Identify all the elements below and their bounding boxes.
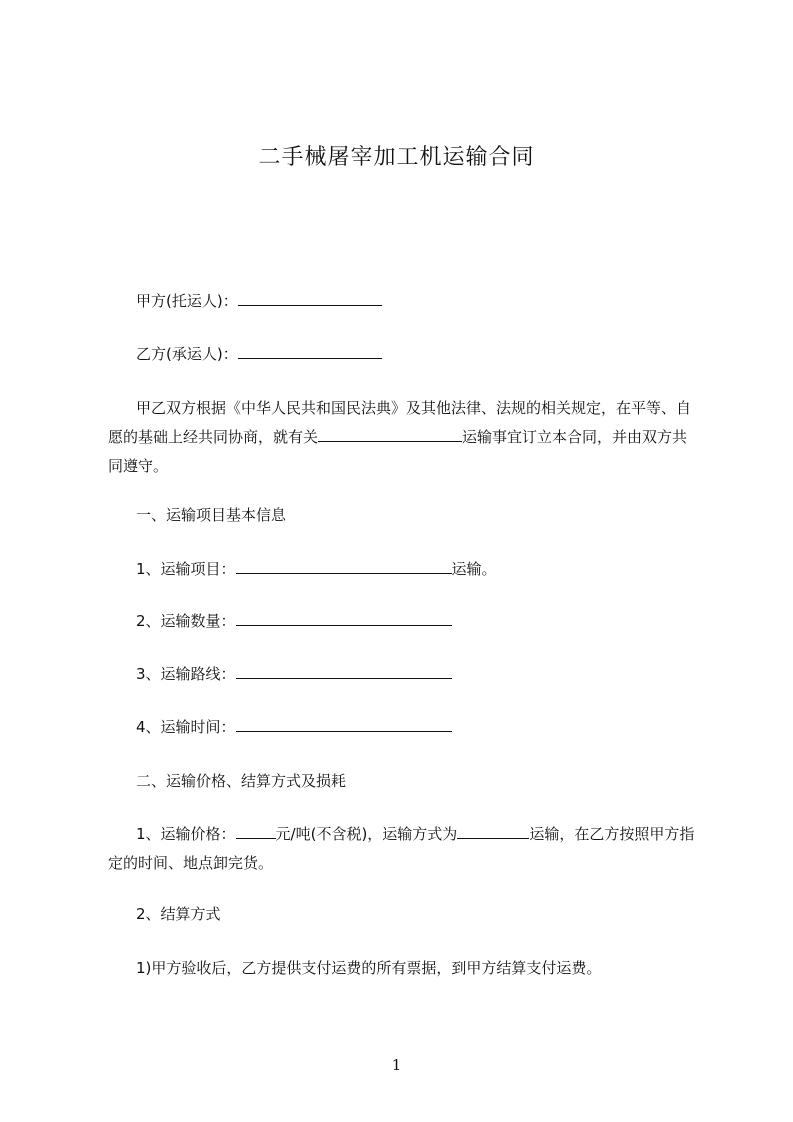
item-2-blank: [236, 610, 452, 626]
price-unit: 元/吨(不含税)，运输方式为: [275, 825, 458, 843]
price-blank: [236, 823, 276, 839]
page-number: 1: [391, 1056, 402, 1074]
item-4-blank: [236, 716, 452, 732]
transport-mode-blank: [457, 823, 529, 839]
item-2-label: 2、运输数量：: [136, 612, 236, 630]
item-3-line: [108, 660, 698, 689]
settlement-heading: 2、结算方式: [136, 905, 221, 923]
intro-blank: [318, 426, 462, 442]
party-b-label: 乙方(承运人)：: [136, 345, 238, 363]
price-label: 1、运输价格：: [136, 825, 236, 843]
item-1-line: [108, 555, 698, 584]
party-b-blank: [238, 343, 382, 359]
party-a-line: [108, 287, 698, 316]
intro-paragraph: [108, 394, 698, 481]
item-3-blank: [236, 663, 452, 679]
item-4-label: 4、运输时间：: [136, 718, 236, 736]
item-2-line: [108, 607, 698, 636]
item-4-line: [108, 713, 698, 742]
item-3-label: 3、运输路线：: [136, 665, 236, 683]
item-1-label: 1、运输项目：: [136, 560, 236, 578]
price-paragraph: [108, 820, 698, 878]
party-a-label: 甲方(托运人)：: [136, 292, 238, 310]
party-b-line: [108, 340, 698, 369]
intro-text-1: 甲乙双方根据《中华人民共和国民法典》及其他法律、法规的相关规定，在平等、自愿的基础上经共同协商，就有关: [108, 399, 692, 446]
party-a-blank: [238, 290, 382, 306]
document-title: 二手械屠宰加工机运输合同: [258, 145, 535, 170]
intro-text-2: 运输事宜订立本合同，并由双方共同遵守。: [108, 428, 688, 475]
settlement-item-1: 1)甲方验收后，乙方提供支付运费的所有票据，到甲方结算支付运费。: [136, 959, 602, 977]
section1-heading: 一、运输项目基本信息: [136, 506, 287, 524]
section2-heading: 二、运输价格、结算方式及损耗: [136, 772, 347, 790]
item-1-suffix: 运输。: [451, 560, 497, 578]
price-rest: 运输，在乙方按照甲方指定的时间、地点卸完货。: [108, 825, 695, 872]
item-1-blank: [236, 558, 452, 574]
